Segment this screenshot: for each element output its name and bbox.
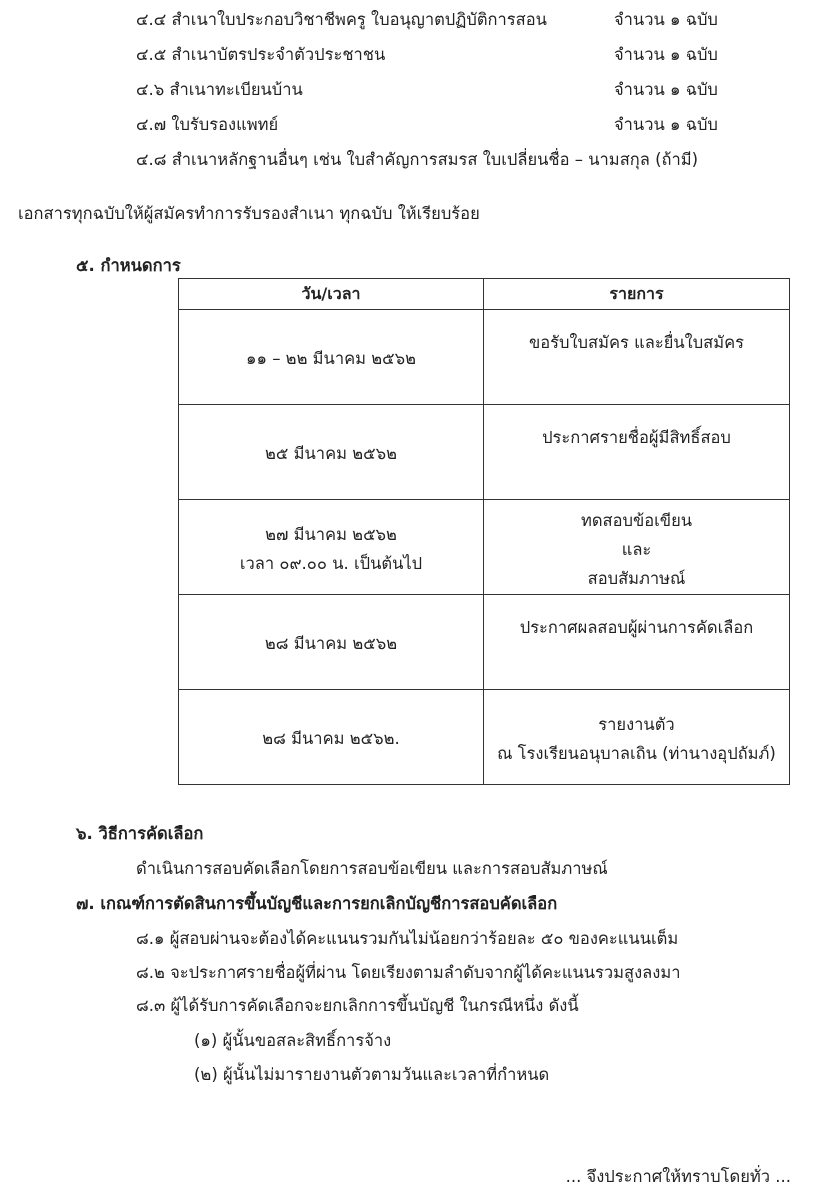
- item-line: ทดสอบข้อเขียน: [580, 511, 693, 530]
- item-cell: [484, 595, 790, 690]
- table-row: [179, 595, 790, 690]
- schedule-table: [178, 278, 790, 785]
- date-cell: [179, 310, 484, 405]
- document-item-quantity: จำนวน ๑ ฉบับ: [614, 80, 718, 99]
- item-line: ประกาศผลสอบผู้ผ่านการคัดเลือก: [519, 618, 754, 637]
- column-header-date: วัน/เวลา: [179, 279, 484, 310]
- date-line: ๒๕ มีนาคม ๒๕๖๒: [265, 444, 397, 463]
- selection-method-text: ดำเนินการสอบคัดเลือกโดยการสอบข้อเขียน และการสอบสัมภาษณ์: [136, 859, 608, 878]
- criteria-sub-item: (๑) ผู้นั้นขอสละสิทธิ์การจ้าง: [194, 1031, 392, 1050]
- criteria-heading: ๗. เกณฑ์การตัดสินการขึ้นบัญชีและการยกเลิกบัญชีการสอบคัดเลือก: [76, 894, 558, 913]
- item-line: ณ โรงเรียนอนุบาลเถิน (ท่านางอุปถัมภ์): [497, 744, 776, 763]
- item-line: รายงานตัว: [598, 715, 675, 734]
- criteria-sub-item: (๒) ผู้นั้นไม่มารายงานตัวตามวันและเวลาที่กำหนด: [194, 1065, 550, 1084]
- selection-method-heading: ๖. วิธีการคัดเลือก: [76, 824, 204, 843]
- table-row: [179, 500, 790, 595]
- certify-note: เอกสารทุกฉบับให้ผู้สมัครทำการรับรองสำเนา ทุกฉบับ ให้เรียบร้อย: [18, 204, 480, 223]
- date-cell: [179, 690, 484, 785]
- document-item-label: ๔.๖ สำเนาทะเบียนบ้าน: [136, 80, 303, 99]
- date-cell: [179, 595, 484, 690]
- date-line: ๒๘ มีนาคม ๒๕๖๒.: [262, 729, 400, 748]
- document-item-label: ๔.๕ สำเนาบัตรประจำตัวประชาชน: [136, 45, 386, 64]
- date-line: ๒๗ มีนาคม ๒๕๖๒: [265, 525, 397, 544]
- criteria-item: ๘.๒ จะประกาศรายชื่อผู้ที่ผ่าน โดยเรียงตามลำดับจากผู้ได้คะแนนรวมสูงลงมา: [136, 963, 681, 982]
- document-item-quantity: จำนวน ๑ ฉบับ: [614, 115, 718, 134]
- date-cell: [179, 500, 484, 595]
- table-row: [179, 310, 790, 405]
- column-header-item: รายการ: [484, 279, 790, 310]
- item-line: ประกาศรายชื่อผู้มีสิทธิ์สอบ: [542, 428, 731, 447]
- item-cell: [484, 405, 790, 500]
- table-header-row: [179, 279, 790, 310]
- item-line: สอบสัมภาษณ์: [587, 569, 686, 588]
- document-item-label: ๔.๔ สำเนาใบประกอบวิชาชีพครู ใบอนุญาตปฏิบัติการสอน: [136, 10, 547, 29]
- date-cell: [179, 405, 484, 500]
- item-line: ขอรับใบสมัคร และยื่นใบสมัคร: [528, 333, 745, 352]
- document-item-quantity: จำนวน ๑ ฉบับ: [614, 10, 718, 29]
- table-row: [179, 405, 790, 500]
- item-line: และ: [621, 540, 652, 559]
- document-item-label: ๔.๘ สำเนาหลักฐานอื่นๆ เช่น ใบสำคัญการสมรส ใบเปลี่ยนชื่อ – นามสกุล (ถ้ามี): [136, 150, 699, 169]
- continuation-note: ... จึงประกาศให้ทราบโดยทั่ว ...: [565, 1167, 791, 1186]
- criteria-item: ๘.๑ ผู้สอบผ่านจะต้องได้คะแนนรวมกันไม่น้อยกว่าร้อยละ ๕๐ ของคะแนนเต็ม: [136, 929, 679, 948]
- document-item-label: ๔.๗ ใบรับรองแพทย์: [136, 115, 279, 134]
- item-cell: [484, 690, 790, 785]
- date-line: ๑๑ – ๒๒ มีนาคม ๒๕๖๒: [246, 349, 416, 368]
- date-line: ๒๘ มีนาคม ๒๕๖๒: [264, 634, 398, 653]
- time-line: เวลา ๐๙.๐๐ น. เป็นต้นไป: [239, 554, 423, 573]
- table-row: [179, 690, 790, 785]
- criteria-item: ๘.๓ ผู้ได้รับการคัดเลือกจะยกเลิกการขึ้นบัญชี ในกรณีหนึ่ง ดังนี้: [136, 996, 579, 1015]
- schedule-heading: ๕. กำหนดการ: [76, 256, 181, 275]
- item-cell: [484, 500, 790, 595]
- document-item-quantity: จำนวน ๑ ฉบับ: [614, 45, 718, 64]
- item-cell: [484, 310, 790, 405]
